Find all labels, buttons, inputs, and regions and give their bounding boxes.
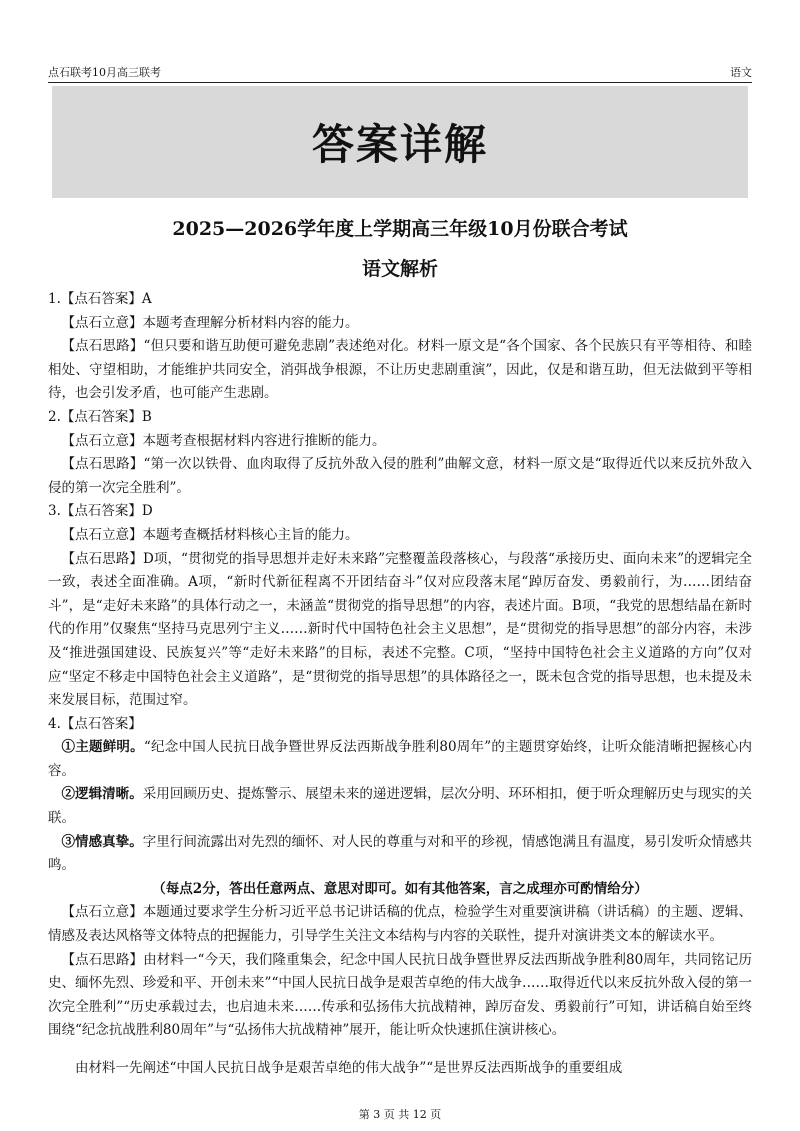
exam-title: 2025—2026学年度上学期高三年级10月份联合考试 — [172, 218, 628, 240]
q4-point-1 — [48, 736, 752, 783]
q4-answer: 4.【点石答案】 — [48, 715, 142, 732]
q4-point-2-head: ②逻辑清晰。 — [61, 786, 143, 803]
page-footer: 第 3 页 共 12 页 — [358, 1108, 442, 1121]
q4-point-1-body: “纪念中国人民抗日战争暨世界反法西斯战争胜利80周年”的主题贯穿始终，让听众能清晰把握核心内容。 — [48, 739, 753, 779]
q3-intent: 【点石立意】本题考查概括材料核心主旨的能力。 — [61, 526, 359, 543]
q3-answer: 3.【点石答案】D — [48, 503, 153, 520]
q4-point-3-body: 字里行间流露出对先烈的缅怀、对人民的尊重与对和平的珍视，情感饱满且有温度，易引发听众情感共鸣。 — [48, 833, 753, 874]
answer-content — [48, 288, 752, 1081]
q2-answer: 2.【点石答案】B — [48, 408, 152, 425]
banner-title: 答案详解 — [311, 120, 488, 169]
section-title: 语文解析 — [361, 258, 438, 280]
paragraph-gap — [48, 1043, 752, 1057]
q4-scoring-note: （每点2分，答出任意两点、意思对即可。如有其他答案，言之成理亦可酌情给分） — [152, 880, 648, 897]
q1-idea: 【点石思路】“但只要和谐互助便可避免悲剧”表述绝对化。材料一原文是“各个国家、各个民族只有平等相待、和睦相处、守望相助，才能维护共同安全，消弭战争根源，不让历史悲剧重演”，因此，仅是和谐互助，但无法做到平等相待，也会引发矛盾，也可能产生悲剧。 — [48, 338, 752, 402]
q4-point-2 — [48, 783, 752, 830]
q4-point-1-head: ①主题鲜明。 — [61, 739, 144, 756]
header-exam-name: 点石联考10月高三联考 — [48, 66, 161, 79]
q3-idea: 【点石思路】D项，“贯彻党的指导思想并走好未来路”完整覆盖段落核心，与段落“承接历史、面向未来”的逻辑完全一致，表述全面准确。A项，“新时代新征程离不开团结奋斗”仅对应段落末尾“踔厉奋发、勇毅前行，为……团结奋斗”，是“走好未来路”的具体行动之一，未涵盖“贯彻党的指导思想”的内容，表述片面。B项，“我党的思想结晶在新时代的作用”仅聚焦“坚持马克思列宁主义……新时代中国特色社会主义思想”，是“贯彻党的指导思想”的部分内容，未涉及“推进强国建设、民族复兴”等“走好未来路”的目标，表述不完整。C项，“坚持中国特色社会主义道路的方向”仅对应“坚定不移走中国特色社会主义道路”，是“贯彻党的指导思想”的具体路径之一，既未包含党的指导思想，也未提及未来发展目标，范围过窄。 — [48, 550, 752, 709]
title-banner — [52, 86, 748, 198]
q2-intent: 【点石立意】本题考查根据材料内容进行推断的能力。 — [61, 432, 386, 449]
header-subject: 语文 — [730, 66, 752, 79]
q1-answer: 1.【点石答案】A — [48, 291, 152, 307]
q2-idea: 【点石思路】“第一次以铁骨、血肉取得了反抗外敌入侵的胜利”曲解文意，材料一原文是“取得近代以来反抗外敌入侵的第一次完全胜利”。 — [48, 456, 752, 496]
q4-continuation: 由材料一先阐述“中国人民抗日战争是艰苦卓绝的伟大战争”“是世界反法西斯战争的重要组成 — [75, 1060, 623, 1076]
q4-idea: 【点石思路】由材料一“今天，我们隆重集会，纪念中国人民抗日战争暨世界反法西斯战争胜利80周年，共同铭记历史、缅怀先烈、珍爱和平、开创未来”“中国人民抗日战争是艰苦卓绝的伟大战争……取得近代以来反抗外敌入侵的第一次完全胜利”“历史承载过去，也启迪未来……传承和弘扬伟大抗战精神，踔厉奋发、勇毅前行”可知，讲话稿自始至终围绕“纪念抗战胜利80周年”与“弘扬伟大抗战精神”展开，能让听众快速抓住演讲核心。 — [48, 951, 752, 1039]
q4-point-3 — [48, 831, 752, 878]
q4-point-2-body: 采用回顾历史、提炼警示、展望未来的递进逻辑，层次分明、环环相扣，便于听众理解历史与现实的关联。 — [48, 786, 753, 827]
q4-intent: 【点石立意】本题通过要求学生分析习近平总书记讲话稿的优点，检验学生对重要演讲稿（讲话稿）的主题、逻辑、情感及表达风格等文体特点的把握能力，引导学生关注文本结构与内容的关联性，提升对演讲类文本的解读水平。 — [48, 904, 752, 945]
q1-intent: 【点石立意】本题考查理解分析材料内容的能力。 — [61, 314, 359, 331]
q4-point-3-head: ③情感真挚。 — [61, 833, 143, 850]
page-header — [48, 60, 752, 83]
